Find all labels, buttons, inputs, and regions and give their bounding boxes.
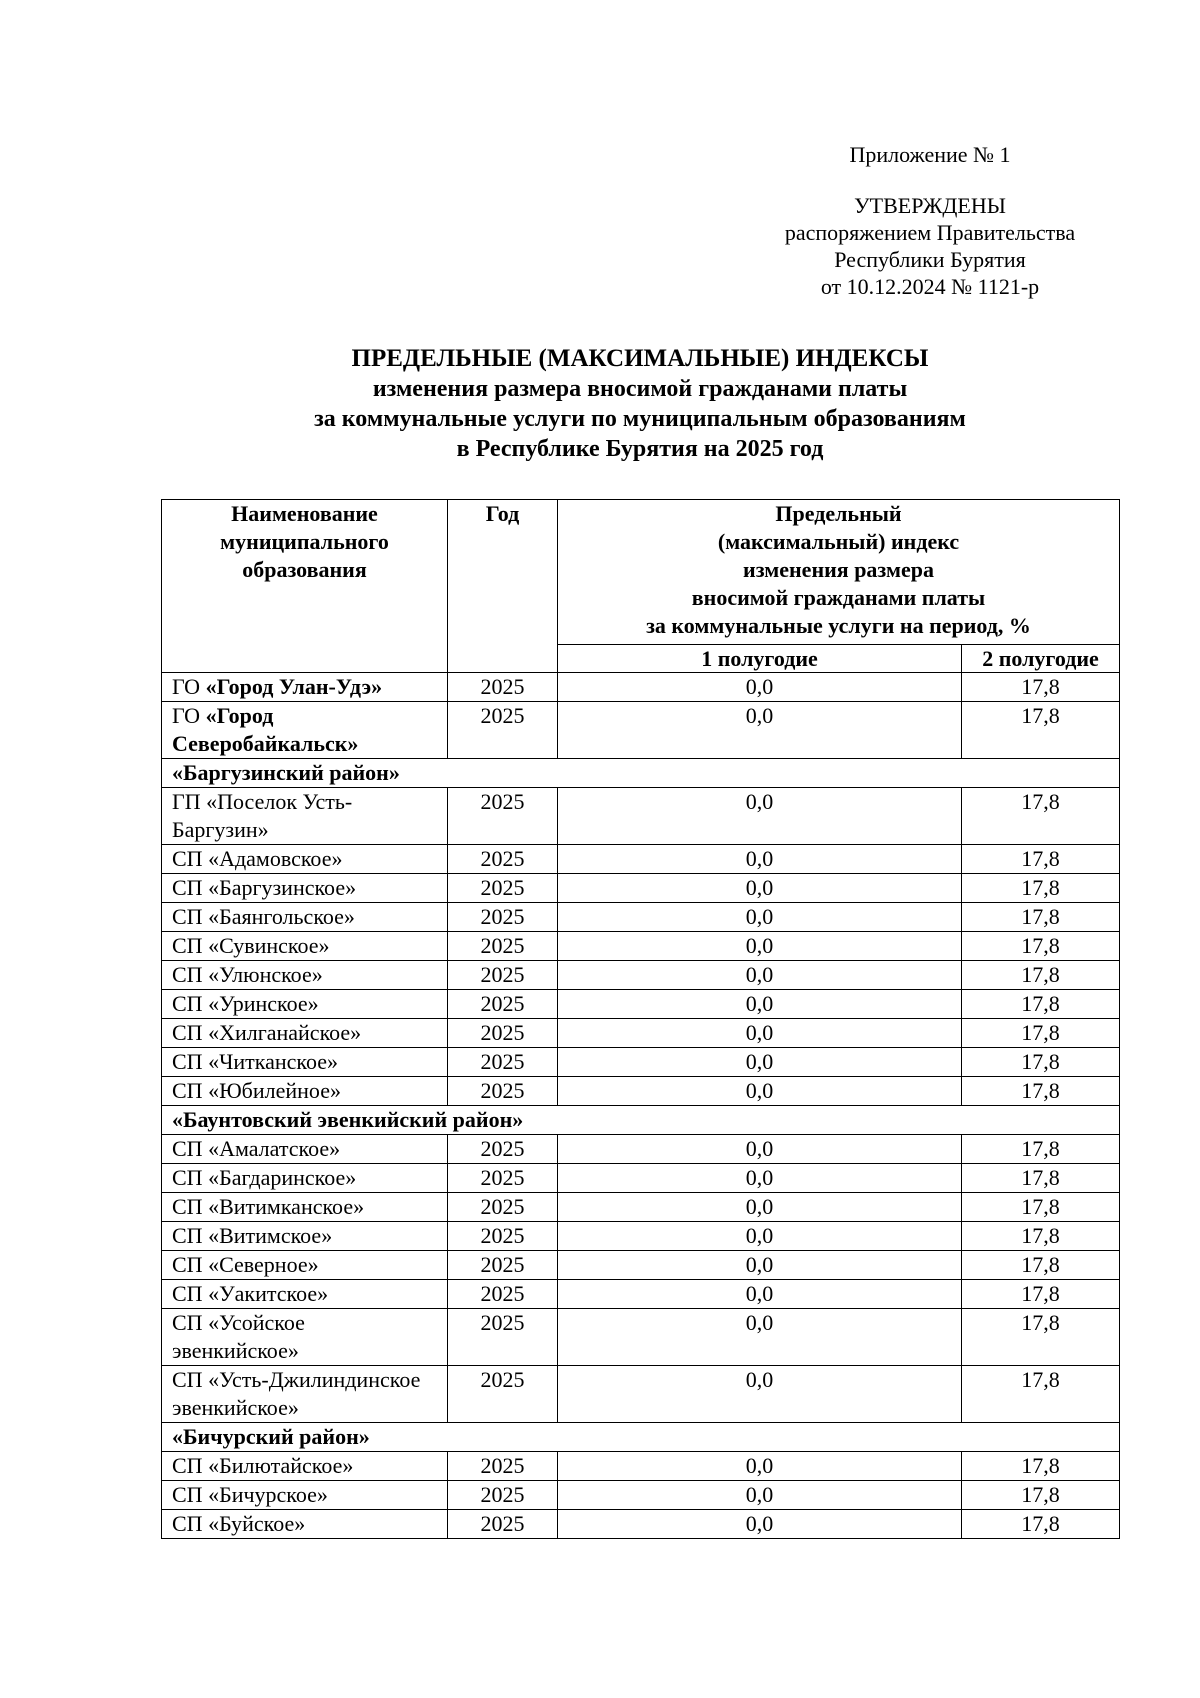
half-2-index: 17,8 [962, 845, 1120, 874]
municipality-type: СП [172, 875, 209, 900]
municipality-name [162, 1193, 448, 1222]
approved-by-region: Республики Бурятия [834, 247, 1026, 272]
municipality-name [162, 1452, 448, 1481]
half-2-index: 17,8 [962, 1452, 1120, 1481]
municipality-type: СП [172, 1049, 209, 1074]
half-2-index: 17,8 [962, 1309, 1120, 1366]
district-row [162, 1423, 1120, 1452]
municipality-type: СП [172, 1310, 209, 1335]
half-1-index: 0,0 [558, 1510, 962, 1539]
municipality-type: СП [172, 1136, 209, 1161]
municipality-type: СП [172, 991, 209, 1016]
title-line-4: в Республике Бурятия на 2025 год [456, 436, 824, 462]
half-1-index: 0,0 [558, 673, 962, 702]
municipality-type: СП [172, 1367, 209, 1392]
municipality-type: ГП [172, 789, 207, 814]
table-row [162, 1452, 1120, 1481]
municipality-type: СП [172, 904, 209, 929]
column-header-half-2: 2 полугодие [962, 645, 1120, 673]
table-row [162, 673, 1120, 702]
municipality-title: «Улюнское» [208, 962, 323, 987]
municipality-title: «Уринское» [208, 991, 319, 1016]
year-cell: 2025 [448, 1510, 558, 1539]
municipality-name [162, 788, 448, 845]
year-cell: 2025 [448, 874, 558, 903]
half-1-index: 0,0 [558, 1251, 962, 1280]
half-2-index: 17,8 [962, 1222, 1120, 1251]
table-row [162, 1077, 1120, 1106]
municipality-name [162, 1251, 448, 1280]
half-2-index: 17,8 [962, 1481, 1120, 1510]
table-row [162, 903, 1120, 932]
half-2-index: 17,8 [962, 788, 1120, 845]
half-2-index: 17,8 [962, 702, 1120, 759]
half-1-index: 0,0 [558, 1164, 962, 1193]
year-cell: 2025 [448, 990, 558, 1019]
municipality-title: «Читканское» [208, 1049, 339, 1074]
half-2-index: 17,8 [962, 1280, 1120, 1309]
half-1-index: 0,0 [558, 1481, 962, 1510]
annex-number: Приложение № 1 [849, 142, 1011, 167]
year-cell: 2025 [448, 1077, 558, 1106]
municipality-name [162, 702, 448, 759]
municipality-type: СП [172, 962, 209, 987]
table-row [162, 932, 1120, 961]
municipality-title: «Город Улан-Удэ» [205, 674, 383, 699]
municipality-name [162, 932, 448, 961]
table-body [162, 673, 1120, 1539]
table-row [162, 1048, 1120, 1077]
half-1-index: 0,0 [558, 990, 962, 1019]
half-2-index: 17,8 [962, 1251, 1120, 1280]
half-2-index: 17,8 [962, 903, 1120, 932]
municipality-title: «Усть-Джилиндинское эвенкийское» [172, 1367, 421, 1420]
half-1-index: 0,0 [558, 1309, 962, 1366]
half-2-index: 17,8 [962, 1048, 1120, 1077]
half-1-index: 0,0 [558, 1452, 962, 1481]
half-1-index: 0,0 [558, 874, 962, 903]
municipality-name [162, 1510, 448, 1539]
half-1-index: 0,0 [558, 1222, 962, 1251]
municipality-title: «Северное» [208, 1252, 319, 1277]
municipality-title: «Билютайское» [208, 1453, 354, 1478]
approval-date-number: от 10.12.2024 № 1121-р [820, 274, 1040, 299]
municipality-title: «Витимканское» [208, 1194, 365, 1219]
half-1-index: 0,0 [558, 845, 962, 874]
half-1-index: 0,0 [558, 788, 962, 845]
half-2-index: 17,8 [962, 932, 1120, 961]
approved-label: УТВЕРЖДЕНЫ [854, 193, 1006, 218]
municipality-name [162, 673, 448, 702]
half-1-index: 0,0 [558, 1193, 962, 1222]
municipality-name [162, 961, 448, 990]
municipality-name [162, 990, 448, 1019]
municipality-title: «Хилганайское» [208, 1020, 362, 1045]
year-cell: 2025 [448, 1193, 558, 1222]
indices-table [161, 499, 1120, 1539]
half-1-index: 0,0 [558, 1077, 962, 1106]
district-name: «Баргузинский район» [162, 759, 1120, 788]
table-row [162, 1510, 1120, 1539]
half-1-index: 0,0 [558, 1366, 962, 1423]
column-header-index: Предельный (максимальный) индекс изменения размера вносимой гражданами платы за коммунальные услуги на период, % [558, 500, 1120, 645]
municipality-title: «Буйское» [208, 1511, 306, 1536]
half-2-index: 17,8 [962, 1193, 1120, 1222]
municipality-name [162, 1164, 448, 1193]
municipality-title: «Сувинское» [208, 933, 330, 958]
municipality-type: СП [172, 1078, 209, 1103]
year-cell: 2025 [448, 1309, 558, 1366]
municipality-name [162, 1077, 448, 1106]
half-1-index: 0,0 [558, 1019, 962, 1048]
table-header-row [162, 500, 1120, 645]
municipality-type: СП [172, 1223, 209, 1248]
half-1-index: 0,0 [558, 961, 962, 990]
district-row [162, 759, 1120, 788]
table-row [162, 1251, 1120, 1280]
municipality-type: СП [172, 1453, 209, 1478]
title-line-2: изменения размера вносимой гражданами платы [372, 376, 908, 402]
half-1-index: 0,0 [558, 1135, 962, 1164]
year-cell: 2025 [448, 702, 558, 759]
municipality-name [162, 1048, 448, 1077]
table-row [162, 1366, 1120, 1423]
year-cell: 2025 [448, 1280, 558, 1309]
table-row [162, 1135, 1120, 1164]
half-1-index: 0,0 [558, 932, 962, 961]
year-cell: 2025 [448, 932, 558, 961]
year-cell: 2025 [448, 1222, 558, 1251]
half-2-index: 17,8 [962, 1164, 1120, 1193]
year-cell: 2025 [448, 1164, 558, 1193]
year-cell: 2025 [448, 1135, 558, 1164]
year-cell: 2025 [448, 845, 558, 874]
municipality-title: «Бичурское» [208, 1482, 328, 1507]
district-row [162, 1106, 1120, 1135]
year-cell: 2025 [448, 1048, 558, 1077]
half-2-index: 17,8 [962, 874, 1120, 903]
year-cell: 2025 [448, 903, 558, 932]
municipality-type: СП [172, 846, 209, 871]
municipality-name [162, 1019, 448, 1048]
half-2-index: 17,8 [962, 673, 1120, 702]
half-1-index: 0,0 [558, 702, 962, 759]
column-header-year: Год [448, 500, 558, 673]
municipality-name [162, 1366, 448, 1423]
table-row [162, 990, 1120, 1019]
municipality-type: СП [172, 933, 209, 958]
table-row [162, 1309, 1120, 1366]
municipality-name [162, 1481, 448, 1510]
municipality-type: ГО [172, 703, 206, 728]
table-row [162, 961, 1120, 990]
municipality-name [162, 1280, 448, 1309]
municipality-name [162, 845, 448, 874]
table-row [162, 1019, 1120, 1048]
year-cell: 2025 [448, 1452, 558, 1481]
municipality-title: «Поселок Усть-Баргузин» [172, 789, 353, 842]
half-2-index: 17,8 [962, 1019, 1120, 1048]
year-cell: 2025 [448, 961, 558, 990]
table-row [162, 1222, 1120, 1251]
municipality-type: ГО [172, 674, 206, 699]
municipality-name [162, 903, 448, 932]
document-title [160, 344, 1120, 464]
municipality-type: СП [172, 1252, 209, 1277]
municipality-name [162, 1222, 448, 1251]
municipality-type: СП [172, 1281, 209, 1306]
municipality-type: СП [172, 1020, 209, 1045]
table-row [162, 702, 1120, 759]
half-2-index: 17,8 [962, 1510, 1120, 1539]
half-1-index: 0,0 [558, 1048, 962, 1077]
district-name: «Бичурский район» [162, 1423, 1120, 1452]
year-cell: 2025 [448, 673, 558, 702]
municipality-name [162, 1309, 448, 1366]
year-cell: 2025 [448, 1481, 558, 1510]
municipality-title: «Юбилейное» [208, 1078, 341, 1103]
table-row [162, 788, 1120, 845]
municipality-type: СП [172, 1482, 209, 1507]
municipality-name [162, 1135, 448, 1164]
approval-block [740, 141, 1120, 300]
municipality-title: «Адамовское» [208, 846, 343, 871]
half-1-index: 0,0 [558, 1280, 962, 1309]
municipality-type: СП [172, 1194, 209, 1219]
municipality-name [162, 874, 448, 903]
column-header-half-1: 1 полугодие [558, 645, 962, 673]
table-row [162, 1193, 1120, 1222]
column-header-name: Наименование муниципального образования [162, 500, 448, 673]
half-2-index: 17,8 [962, 1135, 1120, 1164]
half-2-index: 17,8 [962, 1366, 1120, 1423]
municipality-title: «Усойское эвенкийское» [172, 1310, 305, 1363]
municipality-title: «Уакитское» [208, 1281, 329, 1306]
municipality-title: «Витимское» [208, 1223, 333, 1248]
half-2-index: 17,8 [962, 961, 1120, 990]
half-2-index: 17,8 [962, 990, 1120, 1019]
half-1-index: 0,0 [558, 903, 962, 932]
table-row [162, 845, 1120, 874]
table-row [162, 1164, 1120, 1193]
municipality-title: «Баянгольское» [208, 904, 355, 929]
municipality-title: «Город Северобайкальск» [172, 703, 359, 756]
table-row [162, 1481, 1120, 1510]
title-line-3: за коммунальные услуги по муниципальным образованиям [314, 406, 966, 432]
municipality-title: «Баргузинское» [208, 875, 357, 900]
year-cell: 2025 [448, 1366, 558, 1423]
half-2-index: 17,8 [962, 1077, 1120, 1106]
table-row [162, 1280, 1120, 1309]
title-line-1: ПРЕДЕЛЬНЫЕ (МАКСИМАЛЬНЫЕ) ИНДЕКСЫ [351, 345, 929, 372]
municipality-type: СП [172, 1165, 209, 1190]
year-cell: 2025 [448, 1251, 558, 1280]
approved-by-line: распоряжением Правительства [784, 220, 1076, 245]
municipality-title: «Багдаринское» [208, 1165, 357, 1190]
year-cell: 2025 [448, 1019, 558, 1048]
municipality-title: «Амалатское» [208, 1136, 341, 1161]
table-row [162, 874, 1120, 903]
year-cell: 2025 [448, 788, 558, 845]
municipality-type: СП [172, 1511, 209, 1536]
district-name: «Баунтовский эвенкийский район» [162, 1106, 1120, 1135]
